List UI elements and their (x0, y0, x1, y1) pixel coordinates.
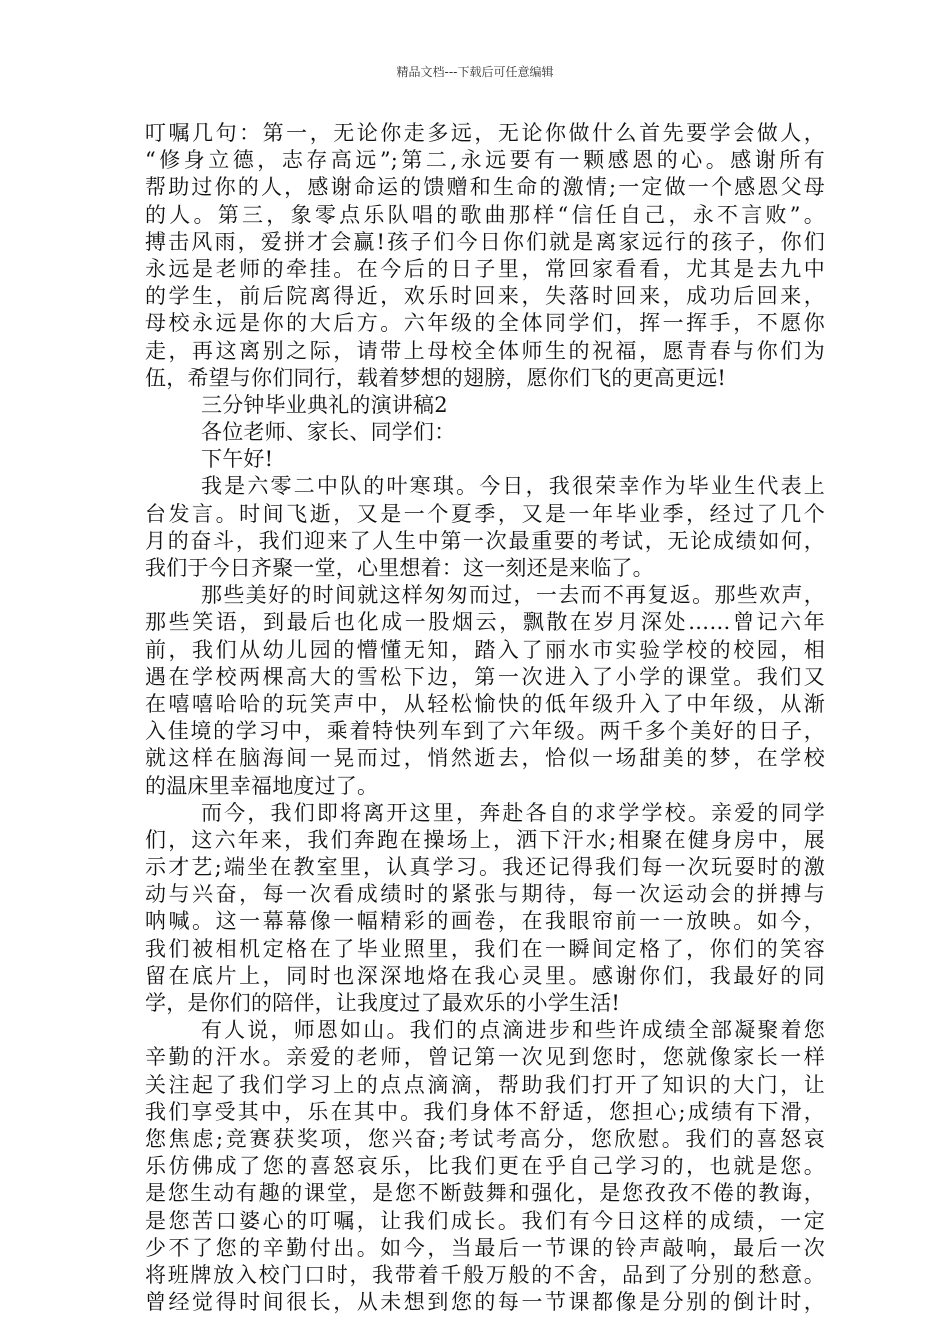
text-line: 学，是你们的陪伴，让我度过了最欢乐的小学生活! (145, 991, 621, 1015)
text-line: 的学生，前后院离得近，欢乐时回来，失落时回来，成功后回来， (145, 284, 825, 309)
text-line: 示才艺;端坐在教室里，认真学习。我还记得我们每一次玩耍时的激 (145, 855, 825, 880)
text-line: 是您苦口婆心的叮嘱，让我们成长。我们有今日这样的成绩，一定 (145, 1208, 825, 1233)
text-line: 搏击风雨，爱拼才会赢!孩子们今日你们就是离家远行的孩子，你们 (145, 229, 825, 254)
text-line: 那些美好的时间就这样匆匆而过，一去而不再复返。那些欢声， (201, 583, 825, 608)
text-line: 少不了您的辛勤付出。如今，当最后一节课的铃声敲响，最后一次 (145, 1235, 825, 1260)
text-line: 我们被相机定格在了毕业照里，我们在一瞬间定格了，你们的笑容 (145, 936, 825, 961)
text-line: 前，我们从幼儿园的懵懂无知，踏入了丽水市实验学校的校园，相 (145, 637, 825, 662)
text-line: 在嘻嘻哈哈的玩笑声中，从轻松愉快的低年级升入了中年级，从渐 (145, 691, 825, 716)
page-header: 精品文档---下载后可任意编辑 (396, 65, 554, 79)
document-body (145, 120, 825, 1316)
text-line: 就这样在脑海间一晃而过，悄然逝去，恰似一场甜美的梦，在学校 (145, 746, 825, 771)
text-line: 是您生动有趣的课堂，是您不断鼓舞和强化，是您孜孜不倦的教诲， (145, 1181, 825, 1206)
text-line: 那些笑语，到最后也化成一股烟云，飘散在岁月深处……曾记六年 (145, 610, 825, 635)
text-line: 您焦虑;竞赛获奖项，您兴奋;考试考高分，您欣慰。我们的喜怒哀 (145, 1126, 825, 1151)
text-line: 叮嘱几句：第一，无论你走多远，无论你做什么首先要学会做人， (145, 121, 825, 145)
text-line: “修身立德，志存高远”;第二,永远要有一颗感恩的心。感谢所有 (145, 148, 825, 173)
text-line: 月的奋斗，我们迎来了人生中第一次最重要的考试，无论成绩如何， (145, 528, 825, 553)
text-line: 曾经觉得时间很长，从未想到您的每一节课都像是分别的倒计时， (145, 1290, 825, 1315)
text-line: 台发言。时间飞逝，又是一个夏季，又是一年毕业季，经过了几个 (145, 501, 825, 526)
text-line: 入佳境的学习中，乘着特快列车到了六年级。两千多个美好的日子， (145, 719, 825, 744)
text-line: 辛勤的汗水。亲爱的老师，曾记第一次见到您时，您就像家长一样 (145, 1045, 825, 1070)
text-line: 而今，我们即将离开这里，奔赴各自的求学学校。亲爱的同学 (201, 800, 825, 825)
text-line: 乐仿佛成了您的喜怒哀乐，比我们更在乎自己学习的，也就是您。 (145, 1154, 825, 1179)
text-line: 走，再这离别之际，请带上母校全体师生的祝福，愿青春与你们为 (145, 338, 825, 363)
text-line: 呐喊。这一幕幕像一幅精彩的画卷，在我眼帘前一一放映。如今， (145, 909, 825, 934)
text-line: 我是六零二中队的叶寒琪。今日，我很荣幸作为毕业生代表上 (201, 474, 825, 499)
text-line: 下午好! (201, 447, 274, 472)
text-line: 各位老师、家长、同学们： (201, 420, 456, 445)
text-line: 三分钟毕业典礼的演讲稿2 (201, 392, 448, 417)
text-line: 帮助过你的人，感谢命运的馈赠和生命的激情;一定做一个感恩父母 (145, 175, 825, 200)
text-line: 动与兴奋，每一次看成绩时的紧张与期待，每一次运动会的拼搏与 (145, 882, 825, 907)
text-line: 我们享受其中，乐在其中。我们身体不舒适，您担心;成绩有下滑， (145, 1099, 825, 1124)
text-line: 母校永远是你的大后方。六年级的全体同学们，挥一挥手，不愿你 (145, 311, 825, 336)
text-line: 我们于今日齐聚一堂，心里想着：这一刻还是来临了。 (145, 556, 654, 580)
text-line: 的温床里幸福地度过了。 (145, 773, 379, 798)
text-line: 伍，希望与你们同行，载着梦想的翅膀，愿你们飞的更高更远! (145, 365, 727, 390)
text-line: 关注起了我们学习上的点点滴滴，帮助我们打开了知识的大门，让 (145, 1072, 825, 1097)
text-line: 们，这六年来，我们奔跑在操场上，洒下汗水;相聚在健身房中，展 (145, 827, 825, 852)
text-line: 的人。第三，象零点乐队唱的歌曲那样“信任自己，永不言败”。 (145, 202, 825, 227)
text-line: 永远是老师的牵挂。在今后的日子里，常回家看看，尤其是去九中 (145, 256, 825, 281)
text-line: 将班牌放入校门口时，我带着千般万般的不舍，品到了分别的愁意。 (145, 1262, 825, 1287)
text-line: 遇在学校两棵高大的雪松下边，第一次进入了小学的课堂。我们又 (145, 664, 825, 689)
text-line: 留在底片上，同时也深深地烙在我心灵里。感谢你们，我最好的同 (145, 963, 825, 988)
text-line: 有人说，师恩如山。我们的点滴进步和些许成绩全部凝聚着您 (201, 1018, 825, 1043)
